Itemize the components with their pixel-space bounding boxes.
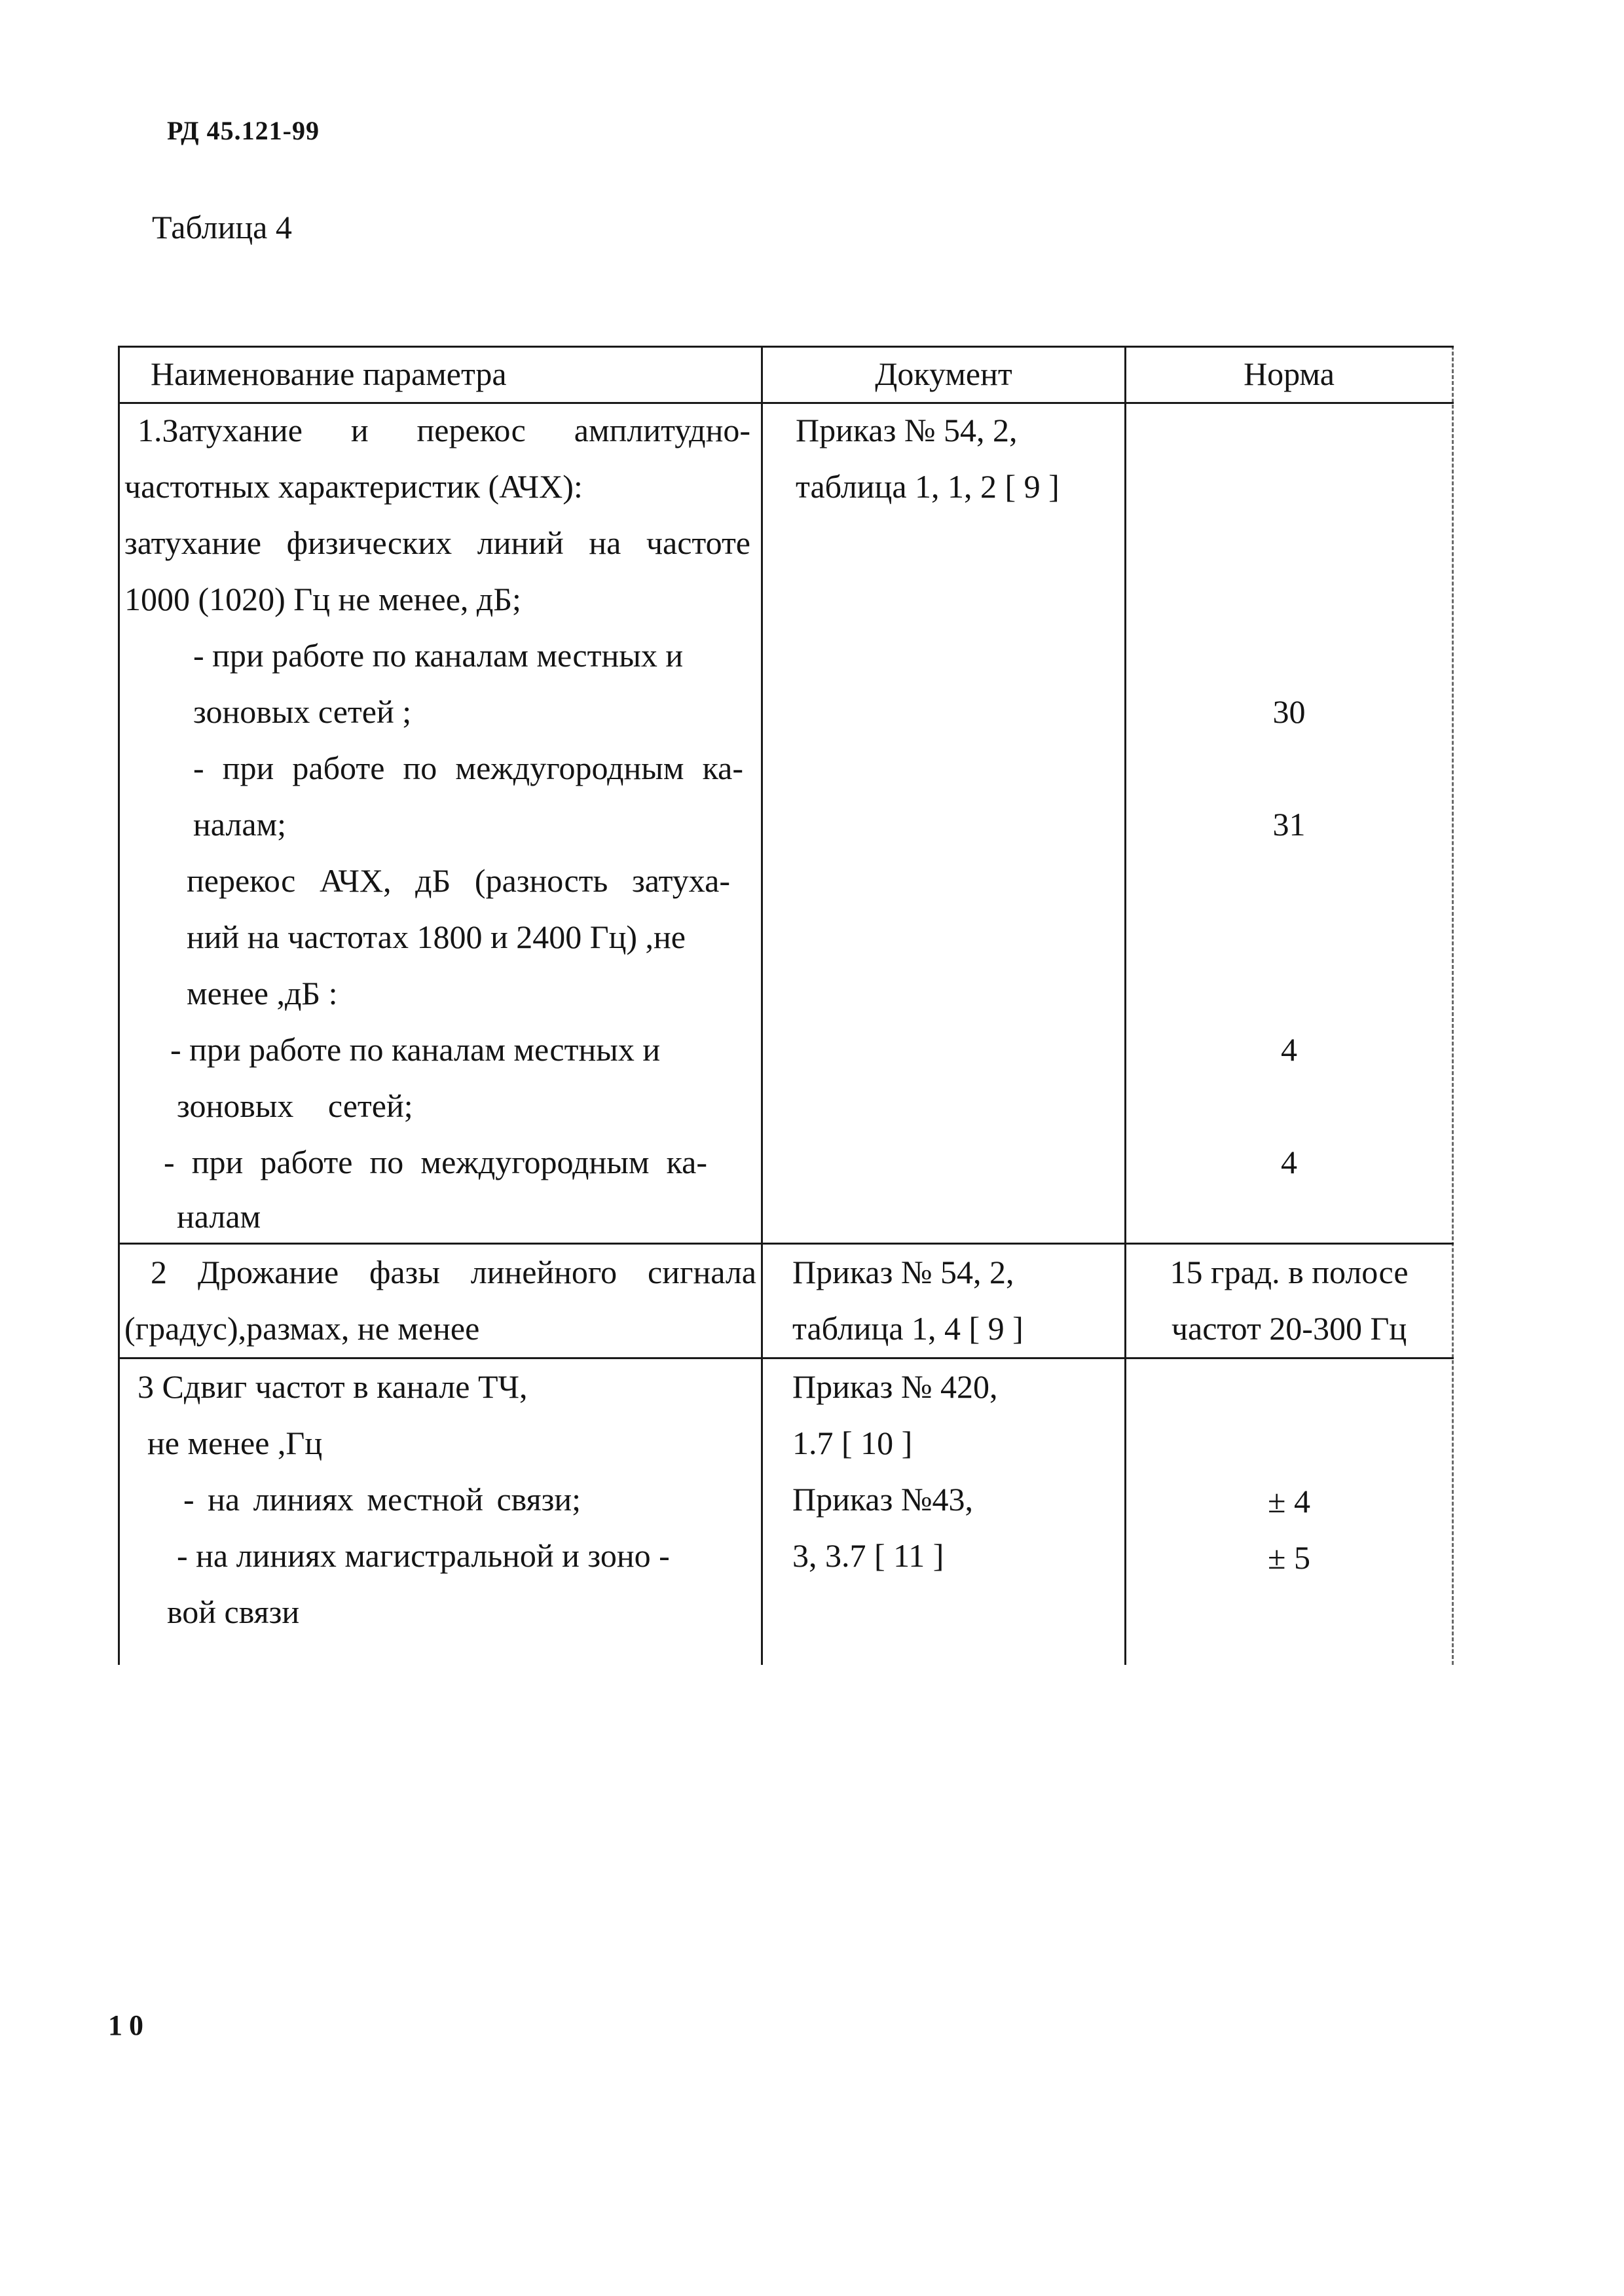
- row1-param-line: - при работе по междугородным ка-: [193, 750, 743, 786]
- row3-param-line: 3 Сдвиг частот в канале ТЧ,: [138, 1368, 528, 1405]
- row1-param-line: перекос АЧХ, дБ (разность затуха-: [187, 862, 730, 899]
- row2-norm-line: частот 20-300 Гц: [1171, 1310, 1407, 1347]
- row1-param-line: менее ,дБ :: [187, 975, 338, 1011]
- row2-param-line: (градус),размах, не менее: [124, 1310, 480, 1347]
- row3-document-line: 1.7 [ 10 ]: [792, 1425, 913, 1461]
- row1-norm-value: 4: [1281, 1144, 1297, 1180]
- row1-document-line: Приказ № 54, 2,: [796, 412, 1018, 448]
- row3-document-line: Приказ №43,: [792, 1481, 974, 1518]
- table-border-right: [1452, 346, 1454, 1665]
- row1-param-line: налам: [177, 1198, 261, 1235]
- row2-param-line: 2 Дрожание фазы линейного сигнала: [151, 1254, 756, 1290]
- row1-param-line: - при работе по междугородным ка-: [164, 1144, 707, 1180]
- row1-norm-value: 30: [1272, 693, 1306, 730]
- row1-norm-value: 4: [1281, 1031, 1297, 1068]
- column-divider-2: [1124, 346, 1126, 1665]
- row1-param-line: частотных характеристик (АЧХ):: [124, 468, 583, 505]
- row1-param-line: 1.Затухание и перекос амплитудно-: [138, 412, 750, 448]
- row1-param-line: зоновых сетей ;: [193, 693, 412, 730]
- row1-param-line: - при работе по каналам местных и: [170, 1031, 661, 1068]
- row3-param-line: не менее ,Гц: [147, 1425, 323, 1461]
- row1-param-line: зоновых сетей;: [177, 1087, 413, 1124]
- row3-param-line: - на линиях местной связи;: [183, 1481, 581, 1518]
- header-norm: Норма: [1244, 355, 1335, 392]
- row1-param-line: налам;: [193, 806, 287, 843]
- document-code: РД 45.121-99: [167, 116, 320, 145]
- row3-norm-value: ± 4: [1268, 1483, 1310, 1520]
- row3-param-line: вой связи: [167, 1594, 300, 1630]
- row1-param-line: затухание физических линий на частоте: [124, 524, 750, 561]
- table-border-left: [118, 346, 120, 1665]
- row1-document-line: таблица 1, 1, 2 [ 9 ]: [796, 468, 1060, 505]
- row2-norm-line: 15 град. в полосе: [1170, 1254, 1409, 1290]
- row3-document-line: Приказ № 420,: [792, 1368, 998, 1405]
- row1-norm-value: 31: [1272, 806, 1306, 843]
- parameters-table: [118, 346, 1454, 1665]
- header-parameter: Наименование параметра: [151, 355, 507, 392]
- row3-norm-value: ± 5: [1268, 1539, 1310, 1576]
- row1-param-line: - при работе по каналам местных и: [193, 637, 684, 674]
- header-document: Документ: [875, 355, 1012, 392]
- row2-document-line: таблица 1, 4 [ 9 ]: [792, 1310, 1024, 1347]
- table-caption: Таблица 4: [152, 209, 292, 246]
- row3-document-line: 3, 3.7 [ 11 ]: [792, 1537, 944, 1574]
- column-divider-1: [761, 346, 763, 1665]
- row2-document-line: Приказ № 54, 2,: [792, 1254, 1014, 1290]
- row1-param-line: 1000 (1020) Гц не менее, дБ;: [124, 581, 521, 617]
- page-number: 10: [108, 2009, 150, 2041]
- row1-param-line: ний на частотах 1800 и 2400 Гц) ,не: [187, 919, 686, 955]
- row3-param-line: - на линиях магистральной и зоно -: [177, 1537, 670, 1574]
